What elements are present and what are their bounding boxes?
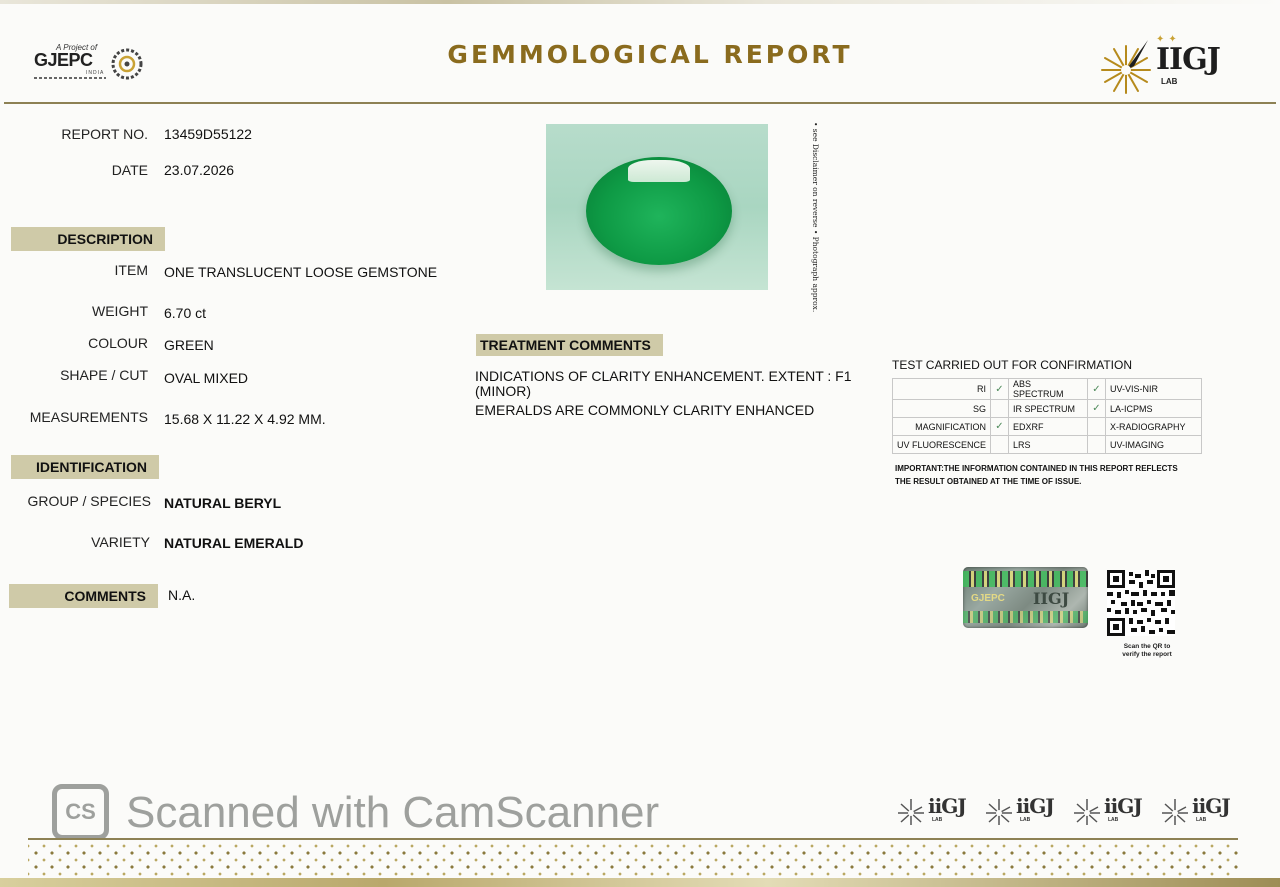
header-divider <box>4 102 1276 104</box>
photo-disclaimer <box>808 122 822 313</box>
test-name: LRS <box>1009 436 1088 454</box>
important-text: THE INFORMATION CONTAINED IN THIS REPORT REFLECTS THE RESULT OBTAINED AT THE TIME OF ISSUE. <box>895 464 1178 486</box>
tests-title: TEST CARRIED OUT FOR CONFIRMATION <box>892 358 1133 372</box>
hologram-logo: IIGJ <box>1033 589 1070 608</box>
stars-icon: ✦✦ <box>1156 34 1181 45</box>
qr-code-icon[interactable] <box>1107 570 1175 636</box>
sunburst-icon <box>984 795 1014 825</box>
qr-caption-line-2: verify the report <box>1122 651 1172 658</box>
treatment-line-1: INDICATIONS OF CLARITY ENHANCEMENT. EXTENT : F1 <box>475 368 852 384</box>
gjepc-name: GJEPC <box>34 50 93 70</box>
table-row <box>893 418 1202 436</box>
important-note <box>895 462 1195 488</box>
tests-table <box>892 378 1202 454</box>
identification-heading: IDENTIFICATION <box>11 455 159 479</box>
hologram-pattern <box>963 611 1088 623</box>
treatment-line-3: EMERALDS ARE COMMONLY CLARITY ENHANCED <box>475 402 815 418</box>
table-row <box>893 379 1202 400</box>
footer-logo-lab: LAB <box>1020 817 1031 823</box>
comments-value: N.A. <box>168 587 196 603</box>
footer-iigj-logo <box>984 792 1058 828</box>
treatment-heading: TREATMENT COMMENTS <box>476 334 663 356</box>
test-name: EDXRF <box>1009 418 1088 436</box>
sunburst-icon <box>1072 795 1102 825</box>
footer-logo-lab: LAB <box>1196 817 1207 823</box>
test-name: IR SPECTRUM <box>1009 400 1088 418</box>
footer-logo-lab: LAB <box>1108 817 1119 823</box>
report-no-value: 13459D55122 <box>164 126 252 142</box>
camscanner-logo-icon: CS <box>52 784 109 840</box>
colour-label: COLOUR <box>88 335 148 351</box>
important-label: IMPORTANT: <box>895 464 944 473</box>
check-icon <box>1088 418 1106 436</box>
iigj-wordmark: IIGJ <box>1156 42 1220 77</box>
table-row <box>893 400 1202 418</box>
test-name: LA-ICPMS <box>1106 400 1202 418</box>
variety-label: VARIETY <box>91 534 150 550</box>
footer-iigj-logo <box>896 792 970 828</box>
description-heading: DESCRIPTION <box>11 227 165 251</box>
test-name: UV-VIS-NIR <box>1106 379 1202 400</box>
shape-value: OVAL MIXED <box>164 370 249 386</box>
test-name: UV-IMAGING <box>1106 436 1202 454</box>
footer-logo-word: iiGJ <box>1016 794 1054 818</box>
check-icon <box>1088 436 1106 454</box>
colour-value: GREEN <box>164 337 214 353</box>
photo-disclaimer-text: • see Disclaimer on reverse • Photograph approx. <box>811 122 820 313</box>
sunburst-icon <box>1160 795 1190 825</box>
footer-logo-word: iiGJ <box>928 794 966 818</box>
hologram-gjepc-text: GJEPC <box>971 593 1005 604</box>
date-label: DATE <box>111 162 148 178</box>
bottom-edge-strip <box>0 878 1280 887</box>
table-row <box>893 436 1202 454</box>
report-title: GEMMOLOGICAL REPORT <box>447 40 853 69</box>
check-icon <box>991 436 1009 454</box>
date-value: 23.07.2026 <box>164 162 235 178</box>
measurements-label: MEASUREMENTS <box>29 409 148 425</box>
test-name: MAGNIFICATION <box>893 418 991 436</box>
gjepc-logo <box>34 42 154 87</box>
iigj-lab-label: LAB <box>1161 77 1178 86</box>
test-name: SG <box>893 400 991 418</box>
group-label: GROUP / SPECIES <box>27 493 151 509</box>
gjepc-country: INDIA <box>86 70 105 76</box>
footer-iigj-logo <box>1072 792 1146 828</box>
check-icon: ✓ <box>991 418 1009 436</box>
check-icon: ✓ <box>1088 379 1106 400</box>
test-name: UV FLUORESCENCE <box>893 436 991 454</box>
sunburst-icon <box>1098 36 1154 94</box>
group-value: NATURAL BERYL <box>164 495 282 511</box>
gjepc-tagline: A Project of <box>56 43 98 52</box>
report-no-label: REPORT NO. <box>61 126 148 142</box>
iigj-lab-logo <box>1098 34 1248 94</box>
footer-logo-lab: LAB <box>932 817 943 823</box>
qr-caption <box>1112 643 1182 659</box>
check-icon: ✓ <box>991 379 1009 400</box>
item-value: ONE TRANSLUCENT LOOSE GEMSTONE <box>164 264 438 280</box>
test-name: RI <box>893 379 991 400</box>
footer-logo-word: iiGJ <box>1104 794 1142 818</box>
test-name: X-RADIOGRAPHY <box>1106 418 1202 436</box>
sunburst-icon <box>896 795 926 825</box>
check-icon <box>991 400 1009 418</box>
footer-logo-word: iiGJ <box>1192 794 1230 818</box>
test-name: ABS SPECTRUM <box>1009 379 1088 400</box>
measurements-value: 15.68 X 11.22 X 4.92 MM. <box>164 411 326 427</box>
top-edge-strip <box>0 0 1280 4</box>
hologram-pattern <box>963 571 1088 587</box>
variety-value: NATURAL EMERALD <box>164 535 304 551</box>
check-icon: ✓ <box>1088 400 1106 418</box>
comments-heading: COMMENTS <box>9 584 158 608</box>
item-label: ITEM <box>114 262 148 278</box>
weight-label: WEIGHT <box>92 303 148 319</box>
decorative-border-band <box>28 842 1240 878</box>
security-hologram <box>963 567 1088 628</box>
treatment-line-2: (MINOR) <box>475 383 531 399</box>
stone-facet-highlight <box>628 160 690 182</box>
weight-value: 6.70 ct <box>164 305 207 321</box>
shape-label: SHAPE / CUT <box>60 367 148 383</box>
footer-border-line <box>28 838 1238 840</box>
gemstone-photo <box>546 124 768 290</box>
footer-iigj-logo <box>1160 792 1234 828</box>
footer-logo-row <box>896 792 1246 828</box>
camscanner-watermark: Scanned with CamScanner <box>126 788 660 837</box>
gjepc-gear-icon <box>108 46 146 82</box>
gjepc-underline <box>34 77 106 79</box>
qr-caption-line-1: Scan the QR to <box>1123 643 1171 650</box>
